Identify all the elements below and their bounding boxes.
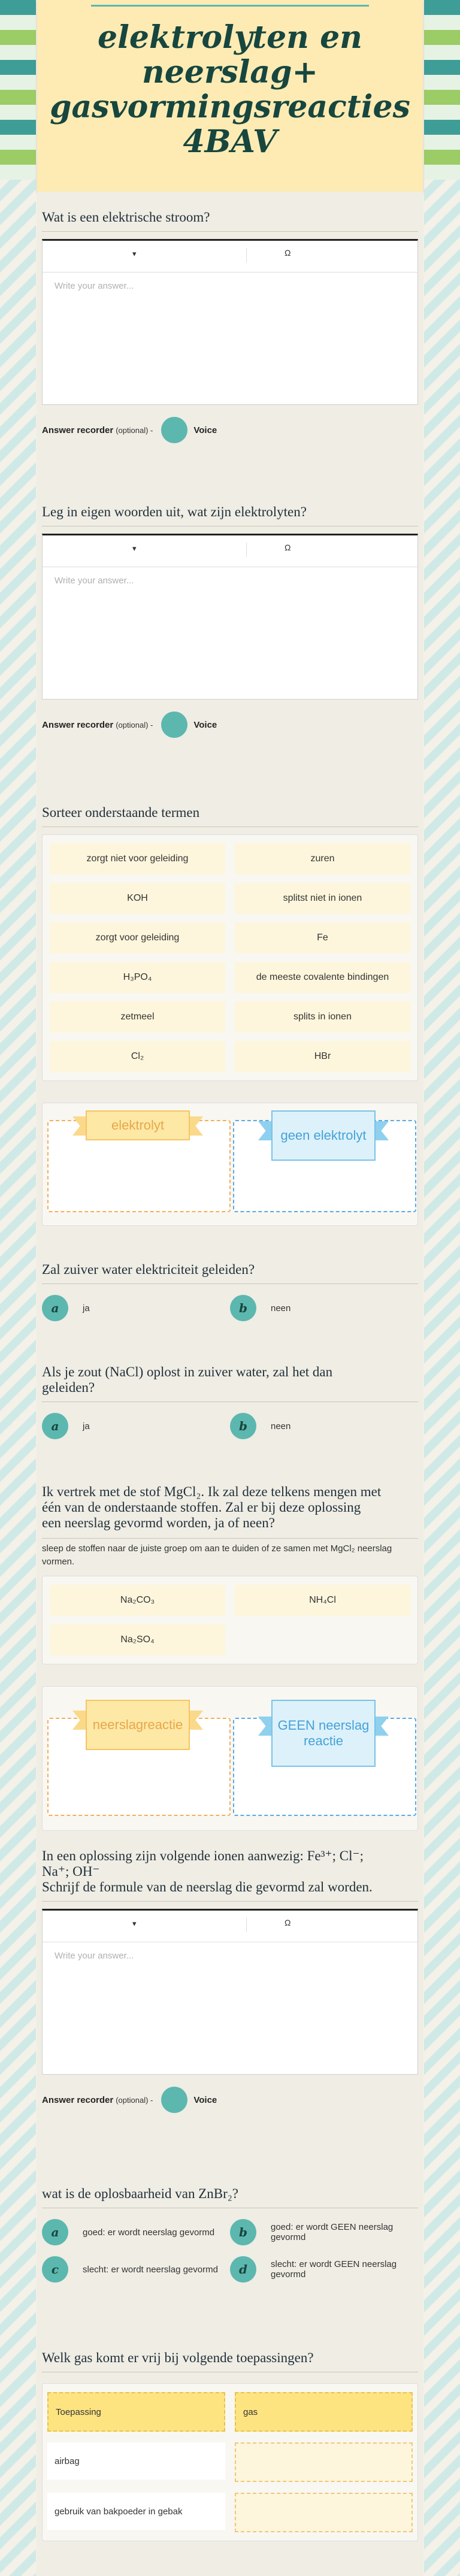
bin-label-ribbon (258, 1110, 389, 1162)
sort-card[interactable]: H₃PO₄ (50, 962, 225, 993)
stripes-left (0, 0, 36, 180)
question-title-line: In een oplossing zijn volgende ionen aanwezig: Fe³⁺; Cl⁻; (42, 1848, 364, 1863)
worksheet-header (37, 0, 423, 192)
answer-recorder (42, 417, 418, 443)
header-rule (91, 5, 369, 7)
title-line-3: gasvormingsreacties (50, 89, 410, 125)
recorder-optional: (optional) - (116, 2095, 153, 2105)
question-title (42, 1484, 418, 1531)
bin-label-ribbon (72, 1110, 203, 1144)
sort-card[interactable]: splitst niet in ionen (235, 883, 410, 914)
chevron-border-left (0, 0, 36, 2576)
answer-textarea[interactable]: Write your answer... (55, 281, 134, 291)
question-6 (42, 1484, 418, 1831)
drop-zone-geen-elektrolyt[interactable] (233, 1120, 416, 1212)
voice-label: Voice (193, 719, 217, 730)
bin-label: geen elektrolyt (271, 1110, 376, 1161)
table-row-label: airbag (47, 2442, 225, 2480)
answer-recorder (42, 712, 418, 738)
sort-card[interactable]: de meeste covalente bindingen (235, 962, 410, 993)
voice-record-button[interactable] (161, 417, 187, 443)
table-header-gas: gas (235, 2392, 413, 2432)
option-badge: b (230, 2219, 256, 2245)
option-text: goed: er wordt GEEN neerslag gevormd (271, 2222, 394, 2242)
sort-card[interactable]: HBr (235, 1041, 410, 1072)
question-4 (42, 1262, 418, 1321)
question-title: Wat is een elektrische stroom? (42, 210, 418, 232)
question-title-line: Na⁺; OH⁻ (42, 1864, 100, 1879)
voice-label: Voice (193, 425, 217, 435)
option-badge: a (42, 1413, 68, 1439)
option-a[interactable] (42, 2219, 230, 2245)
question-2 (42, 504, 418, 738)
question-title: Welk gas komt er vrij bij volgende toepassingen? (42, 2350, 418, 2372)
question-title-line: Schrijf de formule van de neerslag die gevormd zal worden. (42, 1879, 373, 1894)
special-char-button[interactable]: Ω (285, 248, 291, 258)
stripes-right (424, 0, 460, 180)
question-title-line: één van de onderstaande stoffen. Zal er bij deze oplossing (42, 1500, 361, 1515)
recorder-optional: (optional) - (116, 425, 153, 435)
option-d[interactable] (230, 2256, 418, 2283)
title-line-2: neerslag+ (141, 54, 319, 90)
question-title-line: Als je zout (NaCl) oplost in zuiver water, zal het dan (42, 1364, 333, 1379)
page-title (37, 20, 423, 159)
sort-cards-area (42, 834, 418, 1081)
question-title: Zal zuiver water elektriciteit geleiden? (42, 1262, 418, 1284)
sort-card[interactable]: zetmeel (50, 1001, 225, 1033)
editor-toolbar (43, 241, 417, 273)
table-row-label: gebruik van bakpoeder in gebak (47, 2493, 225, 2530)
special-char-button[interactable]: Ω (285, 1918, 291, 1927)
toolbar-divider (246, 1918, 247, 1932)
format-dropdown[interactable]: ▾ (132, 1919, 137, 1928)
sort-card[interactable]: NH₄Cl (235, 1585, 410, 1616)
option-text: neen (271, 1303, 291, 1313)
drop-zone-geen-neerslagreactie[interactable] (233, 1718, 416, 1816)
title-line-4: 4BAV (183, 123, 277, 160)
answer-box (42, 1909, 418, 2075)
worksheet-content (37, 192, 423, 2576)
question-title-line: geleiden? (42, 1380, 95, 1395)
bin-label: elektrolyt (86, 1110, 190, 1140)
option-text: slecht: er wordt neerslag gevormd (83, 2264, 218, 2275)
option-text: slecht: er wordt GEEN neerslag gevormd (271, 2259, 397, 2280)
drop-zone-elektrolyt[interactable] (47, 1120, 231, 1212)
question-7 (42, 1848, 418, 2113)
sort-card[interactable]: zorgt niet voor geleiding (50, 843, 225, 874)
recorder-optional: (optional) - (116, 720, 153, 729)
voice-record-button[interactable] (161, 712, 187, 738)
option-badge: b (230, 1413, 256, 1439)
instruction-text: sleep de stoffen naar de juiste groep om aan te duiden of ze samen met MgCl₂ neerslag vormen. (42, 1538, 418, 1569)
option-a[interactable] (42, 1413, 230, 1439)
bin-label: neerslagreactie (86, 1700, 190, 1750)
answer-box (42, 534, 418, 700)
sort-bins (42, 1103, 418, 1226)
question-title (42, 1848, 418, 1902)
special-char-button[interactable]: Ω (285, 543, 291, 552)
editor-toolbar (43, 1911, 417, 1942)
option-badge: b (230, 1295, 256, 1321)
sort-card[interactable]: Cl₂ (50, 1041, 225, 1072)
option-badge: d (230, 2256, 256, 2283)
question-8 (42, 2186, 418, 2283)
option-text: goed: er wordt neerslag gevormd (83, 2227, 215, 2238)
sort-card[interactable]: Na₂SO₄ (50, 1624, 225, 1655)
answer-drop-slot[interactable] (235, 2493, 413, 2532)
answer-box (42, 239, 418, 405)
option-badge: c (42, 2256, 68, 2283)
format-dropdown[interactable]: ▾ (132, 544, 137, 553)
question-title: wat is de oplosbaarheid van ZnBr₂? (42, 2186, 418, 2208)
question-3 (42, 805, 418, 1226)
answer-recorder (42, 2087, 418, 2113)
bin-label: GEEN neerslagreactie (271, 1700, 376, 1767)
editor-toolbar (43, 535, 417, 567)
sort-card[interactable]: Na₂CO₃ (50, 1585, 225, 1616)
sort-card[interactable]: splits in ionen (235, 1001, 410, 1033)
format-dropdown[interactable]: ▾ (132, 249, 137, 258)
drop-zone-neerslagreactie[interactable] (47, 1718, 231, 1816)
bin-label-ribbon (72, 1700, 203, 1754)
sort-card[interactable]: zuren (235, 843, 410, 874)
toolbar-divider (246, 248, 247, 262)
question-title (42, 1364, 418, 1402)
title-line-1: elektrolyten en (98, 19, 362, 56)
recorder-label: Answer recorder (42, 719, 114, 730)
option-text: neen (271, 1421, 291, 1431)
question-title: Sorteer onderstaande termen (42, 805, 418, 827)
voice-record-button[interactable] (161, 2087, 187, 2113)
option-text: ja (83, 1421, 90, 1431)
bin-label-ribbon (258, 1700, 389, 1772)
sort-card[interactable]: KOH (50, 883, 225, 914)
option-b[interactable] (230, 1295, 418, 1321)
option-c[interactable] (42, 2256, 230, 2283)
question-title-line: een neerslag gevormd worden, ja of neen? (42, 1515, 275, 1530)
question-5 (42, 1364, 418, 1439)
chevron-border-right (424, 0, 460, 2576)
voice-label: Voice (193, 2094, 217, 2105)
question-title: Leg in eigen woorden uit, wat zijn elektrolyten? (42, 504, 418, 526)
sort-bins (42, 1686, 418, 1831)
table-header-toepassing: Toepassing (47, 2392, 225, 2432)
toolbar-divider (246, 543, 247, 557)
answer-drop-slot[interactable] (235, 2442, 413, 2482)
question-title-line: Ik vertrek met de stof MgCl₂. Ik zal deze telkens mengen met (42, 1484, 382, 1499)
recorder-label: Answer recorder (42, 425, 114, 435)
question-1 (42, 210, 418, 443)
matching-table (42, 2383, 418, 2541)
option-b[interactable] (230, 1413, 418, 1439)
sort-card[interactable]: Fe (235, 922, 410, 953)
answer-textarea[interactable]: Write your answer... (55, 576, 134, 586)
recorder-label: Answer recorder (42, 2094, 114, 2105)
option-text: ja (83, 1303, 90, 1313)
option-badge: a (42, 1295, 68, 1321)
answer-textarea[interactable]: Write your answer... (55, 1951, 134, 1961)
sort-card[interactable]: zorgt voor geleiding (50, 922, 225, 953)
option-b[interactable] (230, 2219, 418, 2245)
sort-cards-area (42, 1576, 418, 1664)
question-9 (42, 2350, 418, 2541)
option-a[interactable] (42, 1295, 230, 1321)
option-badge: a (42, 2219, 68, 2245)
